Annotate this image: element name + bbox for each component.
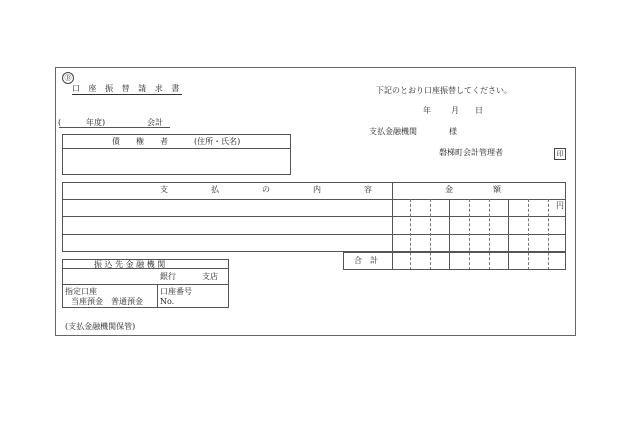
fiscal-year-paren: (: [58, 118, 62, 127]
account-number-prefix: No.: [160, 297, 175, 306]
date-day-label: 日: [475, 106, 483, 115]
creditor-header-note: (住所・氏名): [194, 137, 241, 146]
transfer-inner-divider: [157, 284, 158, 308]
treasurer-label: 磐梯町会計管理者: [439, 148, 503, 157]
account-line-underline: [59, 127, 170, 128]
account-label: 会計: [147, 118, 163, 127]
instruction-text: 下記のとおり口座振替してください。: [376, 86, 512, 95]
payment-row-line-3: [62, 234, 566, 235]
account-number-label: 口座番号: [160, 287, 192, 296]
designated-account-label: 指定口座: [65, 287, 97, 296]
payer-bank-suffix: 様: [449, 127, 457, 136]
creditor-divider: [62, 148, 291, 149]
branch-label: 支店: [202, 272, 218, 281]
footer-note: (支払金融機関保管): [65, 322, 136, 331]
total-label: 合 計: [354, 256, 378, 265]
creditor-field[interactable]: [64, 150, 289, 173]
payment-row-line-1: [62, 199, 566, 200]
form-mark-b: Ⓑ: [62, 72, 74, 84]
payer-bank-label: 支払金融機関: [369, 127, 417, 136]
date-year-label: 年: [423, 106, 431, 115]
description-column-header: 支 払 の 内 容: [160, 185, 381, 194]
account-type-options: 当座預金 普通預金: [71, 297, 143, 306]
seal-mark: 印: [554, 148, 566, 160]
bank-label: 銀行: [160, 272, 176, 281]
form-title: 口 座 振 替 請 求 書: [72, 84, 183, 93]
yen-label: 円: [556, 201, 564, 210]
creditor-header: 債 権 者: [112, 137, 168, 146]
fiscal-year-label: 年度): [86, 118, 106, 127]
transfer-bank-line: [62, 284, 229, 285]
transfer-bank-header: 振 込 先 金 融 機 関: [94, 260, 166, 269]
payment-row-line-2: [62, 216, 566, 217]
date-month-label: 月: [451, 106, 459, 115]
amount-column-header: 金 額: [445, 185, 501, 194]
